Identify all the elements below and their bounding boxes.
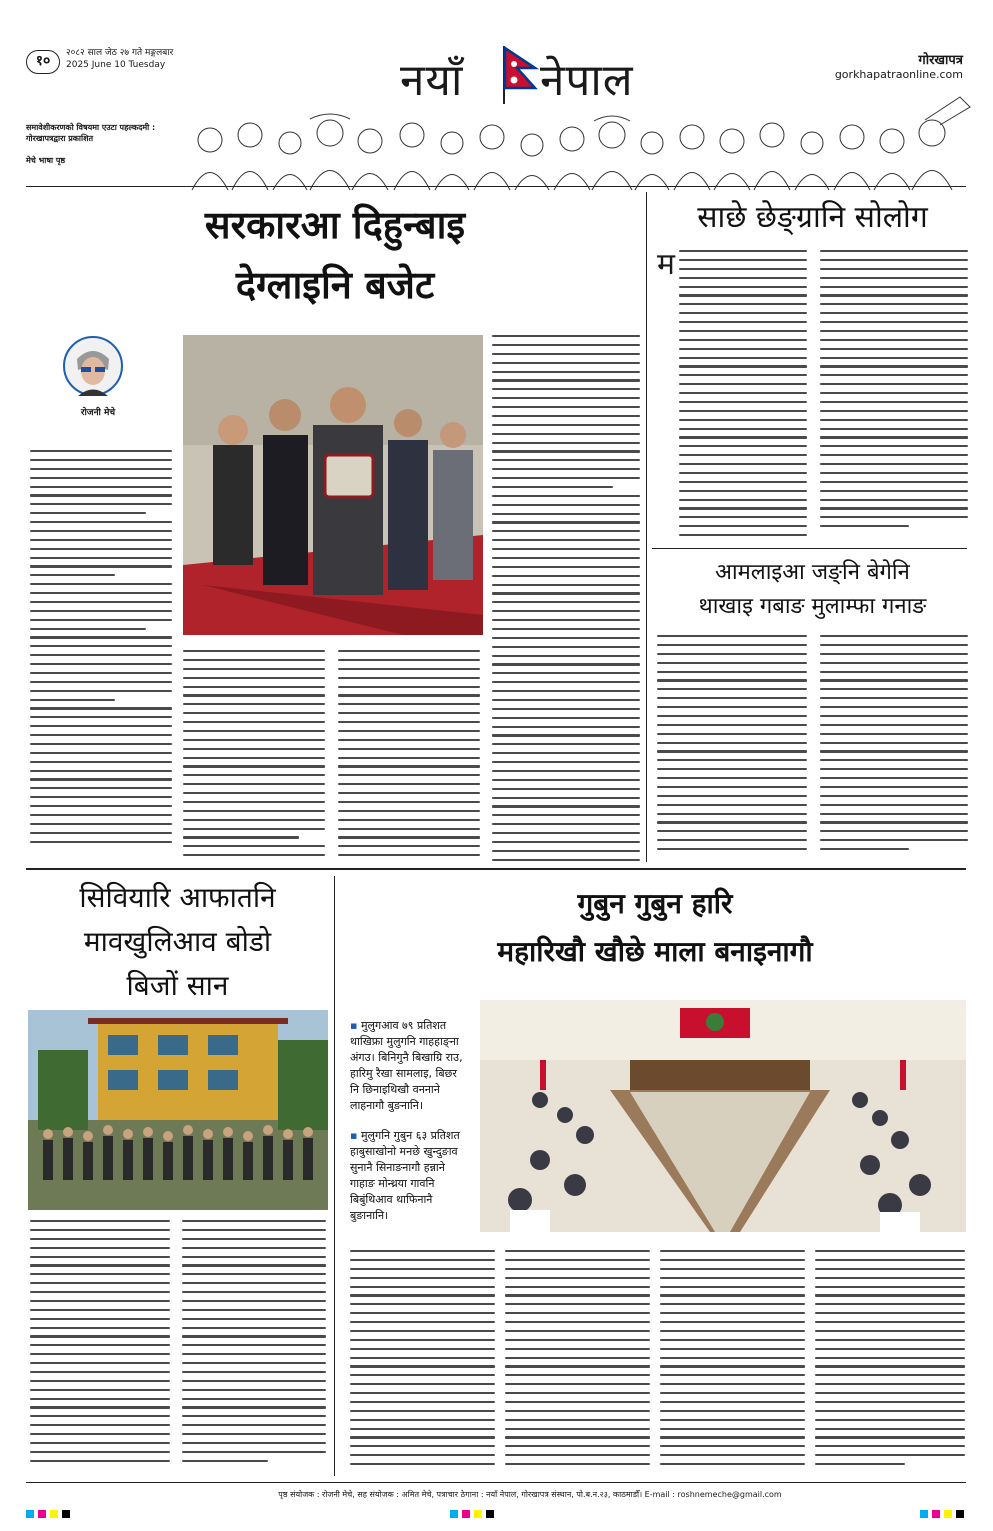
gubun-text-col-1 <box>350 1250 495 1476</box>
registration-marks-right <box>920 1510 964 1518</box>
footer-rule <box>26 1482 966 1483</box>
tagline: समावेशीकरणको विषयमा एउटा पहल्कदमी : गोरखापत्रद्वारा प्रकाशित <box>26 123 156 143</box>
date-nepali: २०८२ साल जेठ २७ गते मङ्गलबार <box>66 48 174 58</box>
budget-text-col-1 <box>30 450 172 860</box>
budget-headline <box>30 195 640 315</box>
amlai-headline-line-1: आमलाइआ जङ्नि बेगेनि <box>715 560 910 585</box>
header-rule <box>26 186 966 187</box>
budget-photo <box>183 335 483 635</box>
civiyari-headline-line-2: मावखुलिआव बोडो <box>83 925 272 958</box>
gubun-headline <box>345 880 965 976</box>
author-box <box>62 335 134 435</box>
amlai-headline-line-2: थाखाइ गबाङ मुलाम्फा गनाङ <box>698 594 927 619</box>
budget-headline-line-1: सरकारआ दिहुन्बाइ <box>204 202 466 247</box>
page-number: १० <box>26 50 60 74</box>
gubun-bullet-1 <box>350 1018 468 1114</box>
section-label: मेचे भाषा पृष्ठ <box>26 156 66 165</box>
solong-rule <box>652 548 967 549</box>
bottom-column-divider <box>334 876 335 1476</box>
column-divider <box>646 192 647 862</box>
civiyari-text-col-1 <box>30 1220 170 1475</box>
author-name: रोजनी मेचे <box>80 408 116 418</box>
crowd-illustration <box>180 95 980 195</box>
bullet-icon: ▪ <box>350 1019 358 1032</box>
registration-marks-left <box>26 1510 70 1518</box>
date-english: 2025 June 10 Tuesday <box>66 60 166 70</box>
author-photo <box>62 335 124 397</box>
gubun-headline-line-1: गुबुन गुबुन हारि <box>577 887 733 920</box>
budget-text-col-2 <box>183 650 325 862</box>
gubun-bullet-2 <box>350 1128 468 1224</box>
solong-headline: साछे छेङ्ग्रानि सोलोग <box>697 200 928 235</box>
footer-credits: पृष्ठ संयोजक : रोजनी मेचे, सह संयोजक : अमित मेचे, पत्राचार ठेगाना : नयाँ नेपाल, गोरखापत्र संस्थान, पो.ब.न.२३, काठमाडौँ। E-mail : roshnemeche@gmail.com <box>278 1490 782 1499</box>
gubun-bullet-2-text: मुलुगनि गुबुन ६३ प्रतिशत हाबुसाखोनो मनछे खुन्दुङाव सुनानै सिनाङनागौ हन्नाने गाहाङ मोन्थ्रया गावनि बिबुंथिआव थाफिनानै बुङानानि। <box>350 1129 460 1222</box>
solong-text-col-1 <box>657 247 807 540</box>
budget-text-col-3 <box>338 650 480 862</box>
brand-url[interactable]: gorkhapatraonline.com <box>834 68 963 81</box>
civiyari-text-col-2 <box>182 1220 326 1475</box>
civiyari-headline <box>30 876 325 1008</box>
masthead-title-right: नेपाल <box>540 55 634 106</box>
amlai-text-col-2 <box>820 635 968 861</box>
gubun-text-col-4 <box>815 1250 965 1476</box>
issue-date <box>66 47 173 71</box>
civiyari-photo <box>28 1010 328 1210</box>
gubun-bullets <box>350 1018 468 1224</box>
bullet-icon: ▪ <box>350 1129 358 1142</box>
registration-marks-center <box>450 1510 494 1518</box>
gubun-photo <box>480 1000 966 1232</box>
gubun-text-col-3 <box>660 1250 805 1476</box>
solong-dropcap: म <box>657 247 675 282</box>
mid-rule <box>26 868 966 870</box>
civiyari-headline-line-1: सिवियारि आफातनि <box>79 881 276 914</box>
solong-text-col-2 <box>820 250 968 540</box>
amlai-text-col-1 <box>657 635 807 861</box>
budget-headline-line-2: देग्लाइनि बजेट <box>235 262 435 307</box>
gubun-headline-line-2: महारिखौ खौछे माला बनाइनागौ <box>497 935 813 968</box>
gubun-text-col-2 <box>505 1250 650 1476</box>
gubun-bullet-1-text: मुलुगआव ७९ प्रतिशत थाखिफ्रा मुलुगनि गाहहाङ्ना अंगउ। बिनिगुनै बिखाग्रि राउ, हारिमु रैखा सामलाइ, बिछर नि छिनाइथिखौ वननाने लाहनागौ बुङनानि। <box>350 1019 463 1112</box>
civiyari-headline-line-3: बिजों सान <box>126 969 229 1002</box>
budget-text-col-4 <box>492 335 640 862</box>
amlai-headline <box>655 556 970 624</box>
brand-name: गोरखापत्र <box>918 53 963 68</box>
brand-block <box>835 50 963 81</box>
masthead-title-left: नयाँ <box>400 55 464 106</box>
